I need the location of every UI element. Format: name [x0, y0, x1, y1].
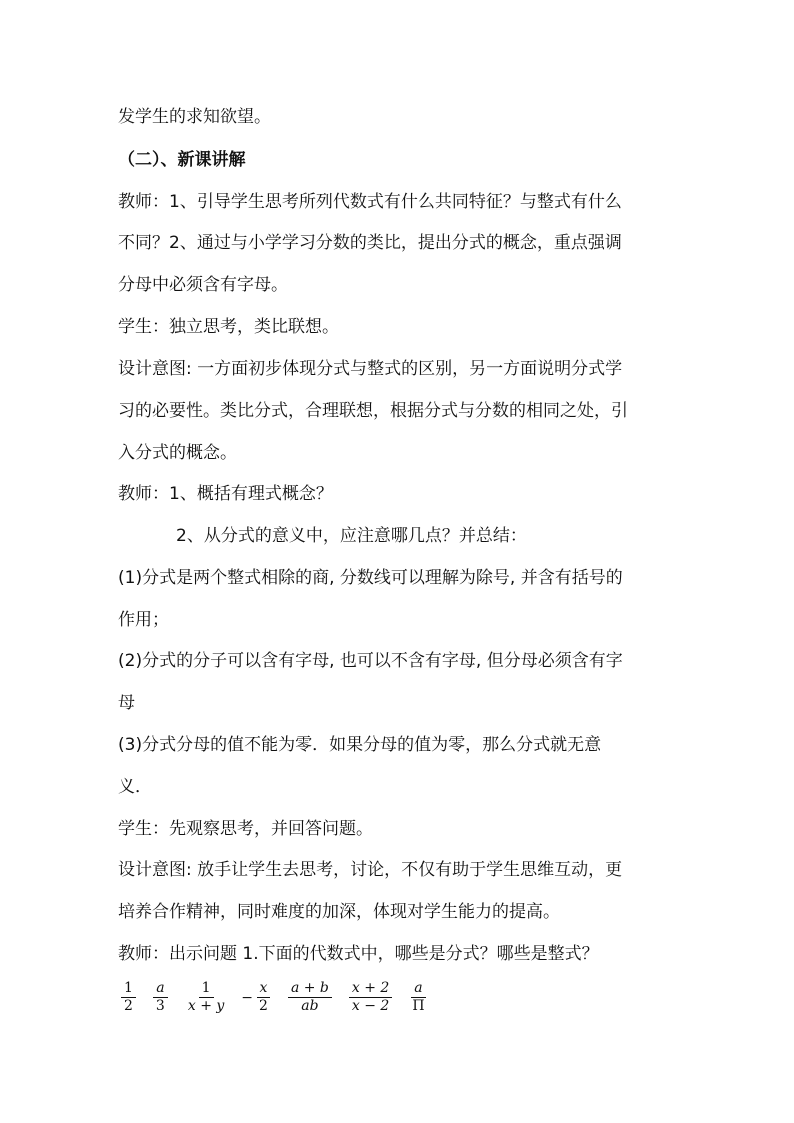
numerator: a [411, 980, 425, 998]
fraction [256, 980, 271, 1015]
list-item: (3)分式分母的值不能为零．如果分母的值为零，那么分式就无意 [118, 735, 602, 755]
paragraph-line: 分母中必须含有字母。 [118, 275, 288, 295]
paragraph-line: 入分式的概念。 [118, 443, 237, 463]
fraction [121, 980, 136, 1015]
denominator: x + y [187, 998, 225, 1014]
paragraph-line: 学生：独立思考，类比联想。 [118, 317, 339, 337]
paragraph-line: 不同？2、通过与小学学习分数的类比，提出分式的概念，重点强调 [118, 233, 622, 253]
numerator: a + b [288, 980, 332, 998]
numerator: x + 2 [349, 980, 392, 998]
fraction-expression [118, 980, 136, 1015]
list-item: (1)分式是两个整式相除的商, 分数线可以理解为除号, 并含有括号的 [118, 568, 623, 588]
denominator: x − 2 [351, 998, 390, 1014]
paragraph-line: 学生：先观察思考，并回答问题。 [118, 819, 373, 839]
paragraph-line: 教师：1、概括有理式概念？ [118, 484, 333, 504]
list-item: 作用； [118, 610, 169, 630]
paragraph-line: 设计意图: 一方面初步体现分式与整式的区别，另一方面说明分式学 [118, 359, 623, 379]
paragraph-line: 习的必要性。类比分式，合理联想，根据分式与分数的相同之处，引 [118, 401, 628, 421]
fraction-expression [406, 980, 427, 1015]
fraction [349, 980, 392, 1015]
fraction-expression [346, 980, 392, 1015]
fraction-list [118, 980, 442, 1015]
denominator: 3 [155, 998, 165, 1014]
paragraph-line: 教师：1、引导学生思考所列代数式有什么共同特征？与整式有什么 [118, 192, 622, 212]
section-heading: （二）、新课讲解 [118, 150, 246, 170]
list-item: 母 [118, 693, 135, 713]
fraction [185, 980, 227, 1015]
paragraph-line: 发学生的求知欲望。 [118, 107, 271, 127]
paragraph-line: 教师：出示问题 1.下面的代数式中，哪些是分式？哪些是整式？ [118, 944, 599, 964]
denominator: ab [301, 998, 319, 1014]
list-item: 义． [118, 777, 152, 797]
fraction-expression [241, 980, 271, 1015]
fraction-expression [150, 980, 168, 1015]
numerator: x [257, 980, 271, 998]
denominator: Π [412, 998, 425, 1014]
denominator: 2 [124, 998, 133, 1014]
numerator: 1 [121, 980, 136, 998]
minus-sign: − [241, 989, 254, 1006]
fraction-expression [285, 980, 332, 1015]
numerator: 1 [199, 980, 214, 998]
fraction-expression [182, 980, 227, 1015]
paragraph-line: 2、从分式的意义中，应注意哪几点？并总结： [176, 526, 527, 546]
paragraph-line: 设计意图: 放手让学生去思考，讨论，不仅有助于学生思维互动，更 [118, 860, 623, 880]
list-item: (2)分式的分子可以含有字母, 也可以不含有字母, 但分母必须含有字 [118, 651, 623, 671]
fraction [153, 980, 168, 1015]
fraction [409, 980, 427, 1015]
paragraph-line: 培养合作精神，同时难度的加深，体现对学生能力的提高。 [118, 902, 560, 922]
numerator: a [153, 980, 167, 998]
denominator: 2 [259, 998, 268, 1014]
fraction [288, 980, 332, 1015]
